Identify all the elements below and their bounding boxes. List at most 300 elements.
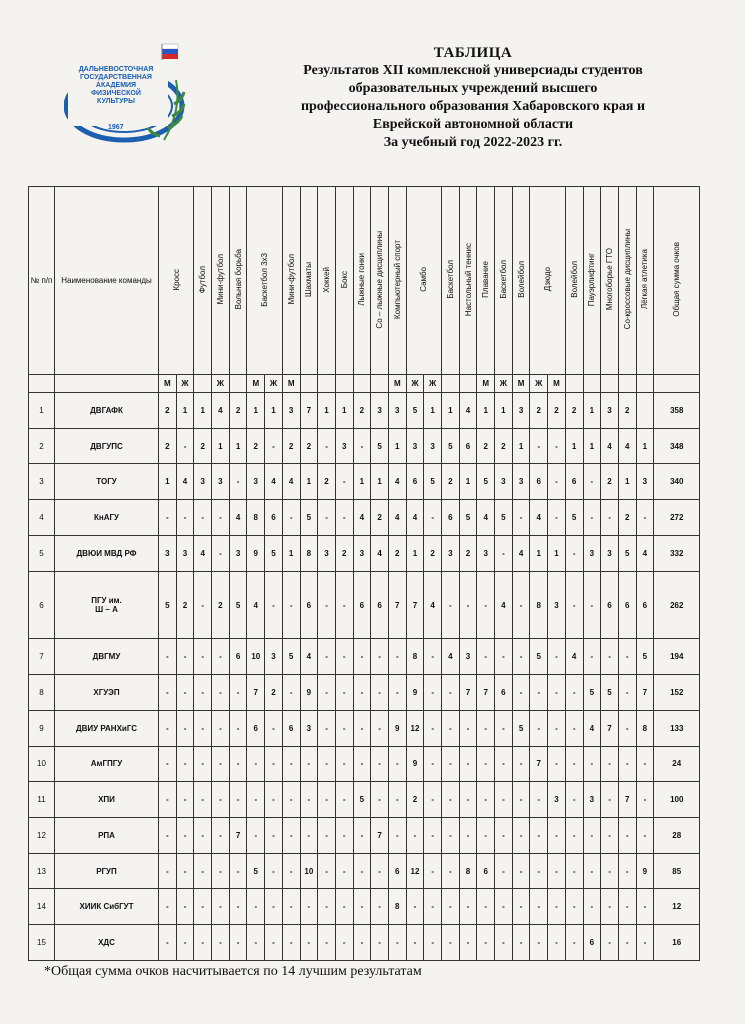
score-cell: 12	[406, 710, 424, 746]
score-cell: -	[495, 639, 513, 675]
score-cell: -	[282, 925, 300, 961]
score-cell: 4	[512, 535, 530, 571]
team-name: ПГУ им. Ш – А	[55, 571, 159, 639]
score-cell: -	[495, 782, 513, 818]
gender-cell	[194, 375, 212, 393]
score-cell: 2	[601, 464, 619, 500]
score-cell: 1	[406, 535, 424, 571]
score-cell: 3	[229, 535, 247, 571]
score-cell: -	[388, 639, 406, 675]
score-cell: -	[442, 710, 460, 746]
score-cell: -	[335, 746, 353, 782]
score-cell: -	[548, 746, 566, 782]
score-cell: 3	[601, 393, 619, 429]
score-cell: 5	[636, 639, 654, 675]
sport-name: Волейбол	[516, 261, 526, 298]
total-score: 100	[654, 782, 700, 818]
score-cell: -	[442, 853, 460, 889]
header-sport	[282, 187, 300, 375]
score-cell: -	[194, 853, 212, 889]
team-name: КнАГУ	[55, 500, 159, 536]
score-cell: -	[194, 818, 212, 854]
score-cell: 3	[265, 639, 283, 675]
document-title: ТАБЛИЦА	[433, 45, 513, 61]
score-cell: 2	[388, 535, 406, 571]
score-cell: 2	[477, 428, 495, 464]
score-cell: 5	[406, 393, 424, 429]
gender-cell	[654, 375, 700, 393]
score-cell: -	[565, 889, 583, 925]
score-cell: -	[353, 818, 371, 854]
score-cell: -	[636, 746, 654, 782]
gender-cell	[618, 375, 636, 393]
score-cell: 5	[424, 464, 442, 500]
logo-line: ГОСУДАРСТВЕННАЯ	[80, 74, 152, 81]
score-cell: -	[406, 818, 424, 854]
score-cell: -	[548, 818, 566, 854]
score-cell: -	[300, 889, 318, 925]
score-cell: -	[265, 889, 283, 925]
score-cell: 2	[406, 782, 424, 818]
score-cell: -	[424, 782, 442, 818]
score-cell: -	[353, 853, 371, 889]
gender-cell: М	[247, 375, 265, 393]
score-cell: -	[371, 675, 389, 711]
table-row	[29, 535, 700, 571]
header-sport	[300, 187, 318, 375]
sport-name: Баскетбол 3х3	[260, 252, 270, 307]
score-cell: 7	[636, 675, 654, 711]
score-cell: -	[282, 571, 300, 639]
gender-cell	[29, 375, 55, 393]
total-score: 12	[654, 889, 700, 925]
score-cell: -	[335, 925, 353, 961]
score-cell: -	[353, 428, 371, 464]
score-cell: -	[565, 782, 583, 818]
gender-cell	[371, 375, 389, 393]
score-cell: 1	[512, 428, 530, 464]
header-sport	[512, 187, 530, 375]
score-cell: -	[176, 853, 194, 889]
score-cell: -	[618, 639, 636, 675]
team-name: ДВИУ РАНХиГС	[55, 710, 159, 746]
score-cell: -	[318, 571, 336, 639]
table-row	[29, 818, 700, 854]
score-cell: -	[159, 639, 177, 675]
score-cell: 12	[406, 853, 424, 889]
score-cell: 1	[530, 535, 548, 571]
header-sport	[530, 187, 565, 375]
score-cell: 4	[229, 500, 247, 536]
score-cell: -	[212, 675, 230, 711]
score-cell: 8	[300, 535, 318, 571]
score-cell: 6	[530, 464, 548, 500]
score-cell: 2	[159, 393, 177, 429]
total-score: 332	[654, 535, 700, 571]
score-cell: 5	[477, 464, 495, 500]
score-cell: -	[353, 746, 371, 782]
score-cell: -	[601, 639, 619, 675]
score-cell: -	[442, 889, 460, 925]
score-cell: -	[265, 782, 283, 818]
score-cell: -	[636, 782, 654, 818]
score-cell: 7	[618, 782, 636, 818]
score-cell: 1	[194, 393, 212, 429]
score-cell: 3	[194, 464, 212, 500]
score-cell: 1	[459, 464, 477, 500]
score-cell: -	[424, 818, 442, 854]
score-cell: -	[388, 818, 406, 854]
table-row	[29, 500, 700, 536]
gender-cell: М	[477, 375, 495, 393]
score-cell: -	[512, 853, 530, 889]
header-line: Еврейской автономной области	[372, 117, 574, 132]
score-cell: 1	[495, 393, 513, 429]
score-cell: -	[371, 925, 389, 961]
score-cell: -	[176, 925, 194, 961]
gender-cell: Ж	[495, 375, 513, 393]
score-cell: 3	[176, 535, 194, 571]
score-cell: 6	[229, 639, 247, 675]
score-cell: -	[388, 925, 406, 961]
score-cell: -	[194, 782, 212, 818]
row-number: 2	[29, 428, 55, 464]
score-cell: -	[618, 853, 636, 889]
header-num: № п/п	[29, 187, 55, 375]
score-cell: 3	[442, 535, 460, 571]
score-cell: 1	[265, 393, 283, 429]
score-cell: -	[371, 710, 389, 746]
score-cell: 2	[495, 428, 513, 464]
score-cell: 1	[548, 535, 566, 571]
score-cell: -	[548, 710, 566, 746]
sport-name: Пауэрлифтинг	[587, 252, 597, 307]
score-cell: 5	[618, 535, 636, 571]
score-cell: 10	[300, 853, 318, 889]
score-cell: 6	[300, 571, 318, 639]
score-cell: 6	[601, 571, 619, 639]
score-cell: 2	[229, 393, 247, 429]
score-cell: -	[442, 818, 460, 854]
score-cell: -	[565, 675, 583, 711]
score-cell: 6	[406, 464, 424, 500]
logo-line: АКАДЕМИЯ	[95, 82, 137, 89]
score-cell: -	[353, 675, 371, 711]
score-cell: -	[265, 853, 283, 889]
team-name: ХПИ	[55, 782, 159, 818]
score-cell: -	[335, 464, 353, 500]
score-cell: 3	[371, 393, 389, 429]
score-cell: -	[265, 818, 283, 854]
score-cell: 3	[212, 464, 230, 500]
score-cell: -	[601, 500, 619, 536]
score-cell: -	[495, 746, 513, 782]
team-name: ДВГМУ	[55, 639, 159, 675]
score-cell: -	[424, 500, 442, 536]
score-cell: -	[229, 782, 247, 818]
score-cell: 4	[442, 639, 460, 675]
table-row	[29, 571, 700, 639]
sport-name: Шахматы	[304, 262, 314, 297]
gender-cell: Ж	[530, 375, 548, 393]
score-cell: -	[512, 889, 530, 925]
score-cell: -	[495, 925, 513, 961]
table-row	[29, 782, 700, 818]
header-total: Общая сумма очков	[654, 187, 700, 375]
score-cell: 7	[406, 571, 424, 639]
gender-cell	[636, 375, 654, 393]
score-cell: 2	[318, 464, 336, 500]
score-cell: 6	[442, 500, 460, 536]
table-body	[29, 393, 700, 961]
score-cell: -	[194, 675, 212, 711]
row-number: 15	[29, 925, 55, 961]
score-cell: -	[583, 571, 601, 639]
sport-name: Мини-футбол	[215, 254, 225, 305]
gender-cell	[229, 375, 247, 393]
score-cell: -	[282, 500, 300, 536]
gender-cell: Ж	[212, 375, 230, 393]
score-cell: -	[212, 853, 230, 889]
score-cell: 1	[565, 428, 583, 464]
score-cell: 6	[388, 853, 406, 889]
score-cell: 6	[477, 853, 495, 889]
score-cell: 6	[565, 464, 583, 500]
score-cell: 3	[636, 464, 654, 500]
score-cell: -	[512, 675, 530, 711]
score-cell: 1	[353, 464, 371, 500]
score-cell: -	[477, 571, 495, 639]
score-cell: -	[618, 710, 636, 746]
score-cell: -	[424, 710, 442, 746]
score-cell: 2	[442, 464, 460, 500]
score-cell: 5	[459, 500, 477, 536]
score-cell: 4	[583, 710, 601, 746]
score-cell: -	[565, 925, 583, 961]
score-cell: 4	[282, 464, 300, 500]
score-cell: -	[194, 639, 212, 675]
sport-name: Мини-футбол	[286, 254, 296, 305]
score-cell: -	[335, 500, 353, 536]
score-cell: 5	[371, 428, 389, 464]
gender-cell	[459, 375, 477, 393]
score-cell: -	[265, 925, 283, 961]
header-sport	[495, 187, 513, 375]
table-row	[29, 464, 700, 500]
team-name: ХДС	[55, 925, 159, 961]
team-name: РГУП	[55, 853, 159, 889]
sport-name: Баскетбол	[498, 260, 508, 299]
score-cell: -	[300, 925, 318, 961]
team-name: ТОГУ	[55, 464, 159, 500]
score-cell: 6	[636, 571, 654, 639]
score-cell: -	[495, 535, 513, 571]
score-cell: -	[229, 889, 247, 925]
gender-cell	[300, 375, 318, 393]
gender-cell: М	[282, 375, 300, 393]
score-cell: -	[212, 746, 230, 782]
score-cell: -	[388, 675, 406, 711]
header-sport	[583, 187, 601, 375]
score-cell: -	[371, 889, 389, 925]
score-cell: -	[335, 818, 353, 854]
score-cell: 1	[442, 393, 460, 429]
score-cell: -	[495, 710, 513, 746]
header-line: Результатов XII комплексной универсиады студентов	[303, 63, 643, 78]
score-cell: 4	[212, 393, 230, 429]
score-cell: 4	[265, 464, 283, 500]
score-cell: -	[565, 710, 583, 746]
score-cell: -	[530, 710, 548, 746]
header-sport	[353, 187, 371, 375]
score-cell: -	[159, 746, 177, 782]
row-number: 6	[29, 571, 55, 639]
score-cell: 6	[282, 710, 300, 746]
score-cell: 4	[194, 535, 212, 571]
score-cell: -	[442, 925, 460, 961]
score-cell: -	[583, 464, 601, 500]
score-cell: -	[212, 818, 230, 854]
score-cell: -	[442, 571, 460, 639]
score-cell: -	[353, 889, 371, 925]
score-cell: 3	[424, 428, 442, 464]
gender-cell: Ж	[176, 375, 194, 393]
score-cell: 5	[442, 428, 460, 464]
score-cell: -	[247, 925, 265, 961]
team-name: ДВЮИ МВД РФ	[55, 535, 159, 571]
score-cell: -	[459, 746, 477, 782]
score-cell: 7	[601, 710, 619, 746]
score-cell: -	[212, 710, 230, 746]
total-score: 194	[654, 639, 700, 675]
score-cell: 4	[300, 639, 318, 675]
score-cell: -	[229, 710, 247, 746]
logo-line: ДАЛЬНЕВОСТОЧНАЯ	[78, 66, 154, 73]
score-cell: 7	[477, 675, 495, 711]
score-cell: 7	[530, 746, 548, 782]
score-cell: 1	[618, 464, 636, 500]
score-cell: -	[176, 710, 194, 746]
score-cell: 1	[424, 393, 442, 429]
row-number: 5	[29, 535, 55, 571]
logo-text	[64, 66, 168, 106]
gender-cell: М	[548, 375, 566, 393]
total-score: 24	[654, 746, 700, 782]
score-cell: -	[194, 571, 212, 639]
score-cell: -	[282, 675, 300, 711]
score-cell: -	[636, 818, 654, 854]
score-cell: 3	[512, 393, 530, 429]
score-cell: -	[388, 782, 406, 818]
score-cell: 8	[247, 500, 265, 536]
score-cell: 2	[265, 675, 283, 711]
score-cell: -	[176, 500, 194, 536]
table-row	[29, 889, 700, 925]
score-cell: -	[282, 746, 300, 782]
score-cell: 3	[282, 393, 300, 429]
score-cell: 6	[353, 571, 371, 639]
score-cell: -	[318, 925, 336, 961]
score-cell: -	[282, 889, 300, 925]
team-name: ХГУЭП	[55, 675, 159, 711]
header-sport	[159, 187, 194, 375]
header-sport	[477, 187, 495, 375]
score-cell: -	[459, 889, 477, 925]
score-cell: -	[194, 925, 212, 961]
score-cell: -	[318, 889, 336, 925]
score-cell: -	[477, 818, 495, 854]
score-cell: 3	[548, 782, 566, 818]
score-cell: 2	[212, 571, 230, 639]
table-row	[29, 428, 700, 464]
score-cell: 5	[530, 639, 548, 675]
score-cell: -	[318, 853, 336, 889]
header-line: За учебный год 2022-2023 гг.	[383, 135, 563, 150]
score-cell: -	[583, 853, 601, 889]
score-cell: -	[548, 675, 566, 711]
score-cell: -	[583, 639, 601, 675]
score-cell: -	[371, 782, 389, 818]
score-cell: -	[194, 710, 212, 746]
score-cell: -	[601, 889, 619, 925]
header-team-name: Наименование команды	[55, 187, 159, 375]
score-cell: 1	[212, 428, 230, 464]
score-cell: -	[565, 535, 583, 571]
score-cell: -	[477, 746, 495, 782]
score-cell: 7	[300, 393, 318, 429]
gender-cell	[583, 375, 601, 393]
score-cell: 4	[495, 571, 513, 639]
score-cell: 5	[601, 675, 619, 711]
score-cell: -	[512, 746, 530, 782]
logo-year: 1967	[108, 124, 124, 131]
score-cell: 1	[477, 393, 495, 429]
score-cell: 5	[247, 853, 265, 889]
document-header	[238, 44, 708, 152]
score-cell: -	[618, 675, 636, 711]
score-cell: -	[212, 535, 230, 571]
score-cell: -	[247, 782, 265, 818]
total-score: 358	[654, 393, 700, 429]
row-number: 1	[29, 393, 55, 429]
score-cell: -	[159, 889, 177, 925]
score-cell: -	[318, 782, 336, 818]
header-sport	[335, 187, 353, 375]
score-cell: -	[159, 500, 177, 536]
score-cell: 1	[636, 428, 654, 464]
score-cell: 4	[636, 535, 654, 571]
score-cell: 5	[282, 639, 300, 675]
score-cell: 2	[424, 535, 442, 571]
row-number: 12	[29, 818, 55, 854]
sport-name: Лёгкая атлетика	[640, 249, 650, 310]
header-sport	[371, 187, 389, 375]
score-cell: -	[459, 571, 477, 639]
score-cell: 2	[548, 393, 566, 429]
score-cell: -	[512, 500, 530, 536]
score-cell: 3	[388, 393, 406, 429]
score-cell: -	[548, 464, 566, 500]
score-cell: 2	[459, 535, 477, 571]
score-cell: 4	[477, 500, 495, 536]
score-cell: -	[335, 639, 353, 675]
score-cell: 8	[636, 710, 654, 746]
score-cell: -	[388, 746, 406, 782]
score-cell: 8	[530, 571, 548, 639]
score-cell: -	[495, 818, 513, 854]
score-cell: -	[159, 925, 177, 961]
score-cell: 10	[247, 639, 265, 675]
